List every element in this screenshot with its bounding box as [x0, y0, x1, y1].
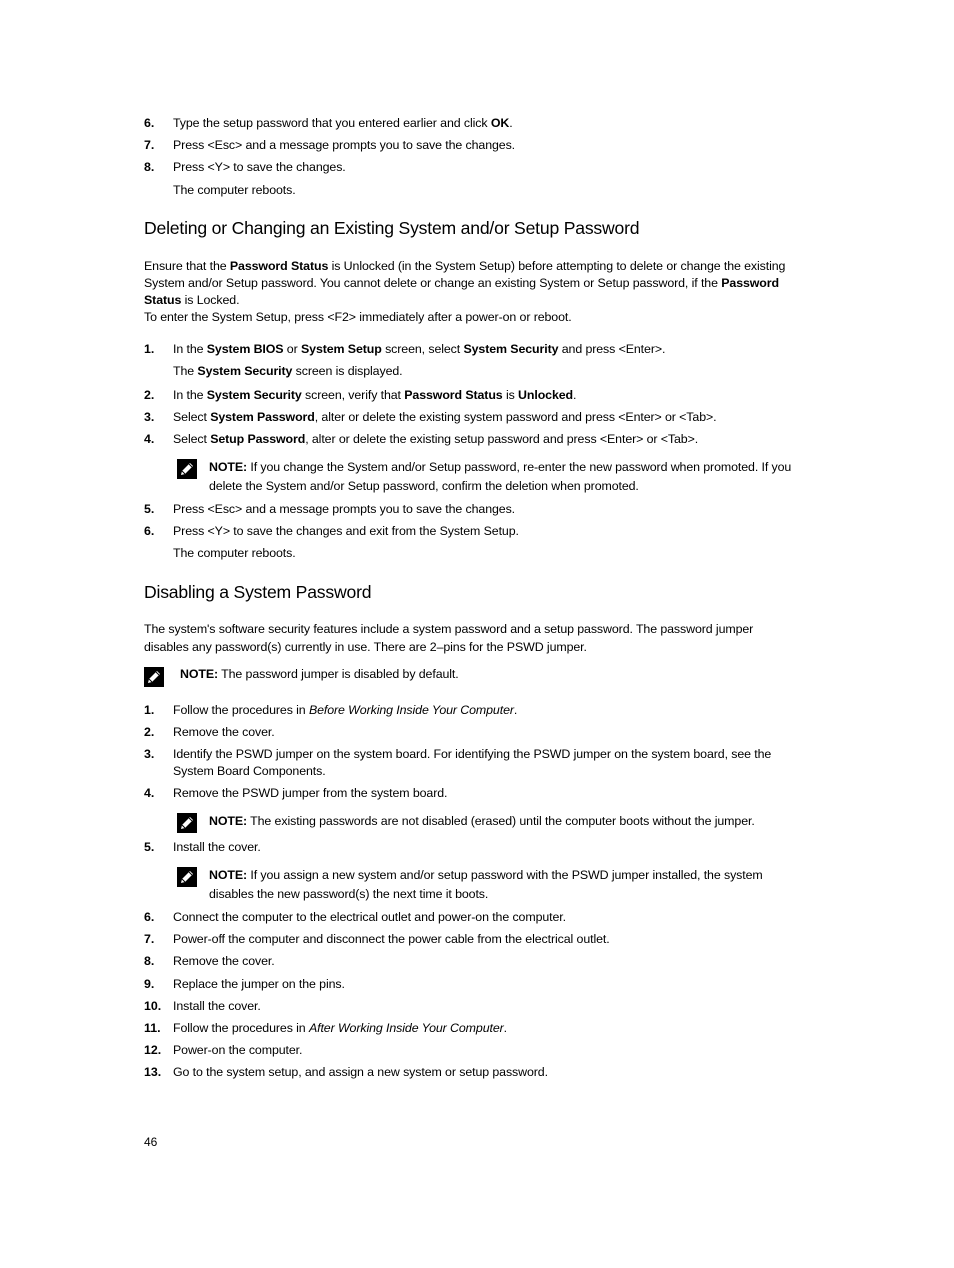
step-text: Select System Password, alter or delete the existing system password and press <Enter> or <Tab>. [173, 410, 717, 424]
note-text: NOTE: If you assign a new system and/or setup password with the PSWD jumper installed, the system [209, 868, 763, 882]
step-number: 6. [144, 910, 155, 924]
step-number: 1. [144, 703, 155, 717]
step-number: 11. [144, 1021, 161, 1035]
step-number: 6. [144, 116, 155, 130]
paragraph-line: Ensure that the Password Status is Unlocked (in the System Setup) before attempting to delete or change the existing [144, 259, 786, 273]
step-text: Install the cover. [173, 840, 261, 854]
step-number: 4. [144, 432, 155, 446]
step-number: 9. [144, 977, 155, 991]
paragraph-line: To enter the System Setup, press <F2> immediately after a power-on or reboot. [144, 310, 572, 324]
step-number: 5. [144, 840, 155, 854]
step-text: Remove the PSWD jumper from the system board. [173, 786, 448, 800]
step-number: 5. [144, 502, 155, 516]
step-text: Type the setup password that you entered earlier and click OK. [173, 116, 513, 130]
note-text: NOTE: If you change the System and/or Setup password, re-enter the new password when promoted. If you [209, 460, 792, 474]
pencil-note-icon [177, 867, 197, 887]
step-text: In the System Security screen, verify that Password Status is Unlocked. [173, 388, 577, 402]
step-number: 2. [144, 388, 155, 402]
step-text: Remove the cover. [173, 725, 275, 739]
step-number: 8. [144, 954, 155, 968]
note-text: NOTE: The password jumper is disabled by default. [180, 667, 459, 681]
step-number: 3. [144, 410, 155, 424]
step-text: Select Setup Password, alter or delete the existing setup password and press <Enter> or <Tab>. [173, 432, 699, 446]
step-text: System Board Components. [173, 764, 326, 778]
step-text: Press <Y> to save the changes and exit from the System Setup. [173, 524, 519, 538]
step-text: Remove the cover. [173, 954, 275, 968]
step-text: Power-off the computer and disconnect the power cable from the electrical outlet. [173, 932, 610, 946]
paragraph-line: Status is Locked. [144, 293, 240, 307]
step-text: Power-on the computer. [173, 1043, 303, 1057]
step-number: 1. [144, 342, 155, 356]
step-number: 6. [144, 524, 155, 538]
step-result: The System Security screen is displayed. [173, 364, 403, 378]
step-text: Follow the procedures in Before Working Inside Your Computer. [173, 703, 518, 717]
step-number: 8. [144, 160, 155, 174]
paragraph-line: The system's software security features include a system password and a setup password. The password jumper [144, 622, 754, 636]
paragraph-line: System and/or Setup password. You cannot delete or change an existing System or Setup password, if the Password [144, 276, 779, 290]
step-text: Press <Esc> and a message prompts you to save the changes. [173, 502, 516, 516]
page-number: 46 [144, 1135, 158, 1149]
step-number: 7. [144, 932, 155, 946]
step-number: 3. [144, 747, 155, 761]
step-number: 7. [144, 138, 155, 152]
pencil-note-icon [177, 813, 197, 833]
step-number: 4. [144, 786, 155, 800]
pencil-note-icon [144, 667, 164, 687]
paragraph-line: disables any password(s) currently in use. There are 2–pins for the PSWD jumper. [144, 640, 587, 654]
step-number: 10. [144, 999, 162, 1013]
pencil-note-icon [177, 459, 197, 479]
step-text: Identify the PSWD jumper on the system board. For identifying the PSWD jumper on the system board, see the [173, 747, 772, 761]
step-text: Replace the jumper on the pins. [173, 977, 345, 991]
step-number: 13. [144, 1065, 162, 1079]
step-text: Connect the computer to the electrical outlet and power-on the computer. [173, 910, 566, 924]
step-result: The computer reboots. [173, 546, 296, 560]
step-number: 2. [144, 725, 155, 739]
section-heading: Disabling a System Password [144, 582, 372, 602]
note-text: NOTE: The existing passwords are not disabled (erased) until the computer boots without the jumper. [209, 814, 755, 828]
step-text: Install the cover. [173, 999, 261, 1013]
step-result: The computer reboots. [173, 183, 296, 197]
step-text: In the System BIOS or System Setup screen, select System Security and press <Enter>. [173, 342, 666, 356]
step-text: Go to the system setup, and assign a new system or setup password. [173, 1065, 548, 1079]
note-text: delete the System and/or Setup password, confirm the deletion when promoted. [209, 479, 639, 493]
step-text: Press <Esc> and a message prompts you to save the changes. [173, 138, 516, 152]
section-heading: Deleting or Changing an Existing System and/or Setup Password [144, 218, 640, 238]
step-text: Follow the procedures in After Working Inside Your Computer. [173, 1021, 507, 1035]
note-text: disables the new password(s) the next time it boots. [209, 887, 489, 901]
step-text: Press <Y> to save the changes. [173, 160, 346, 174]
step-number: 12. [144, 1043, 162, 1057]
